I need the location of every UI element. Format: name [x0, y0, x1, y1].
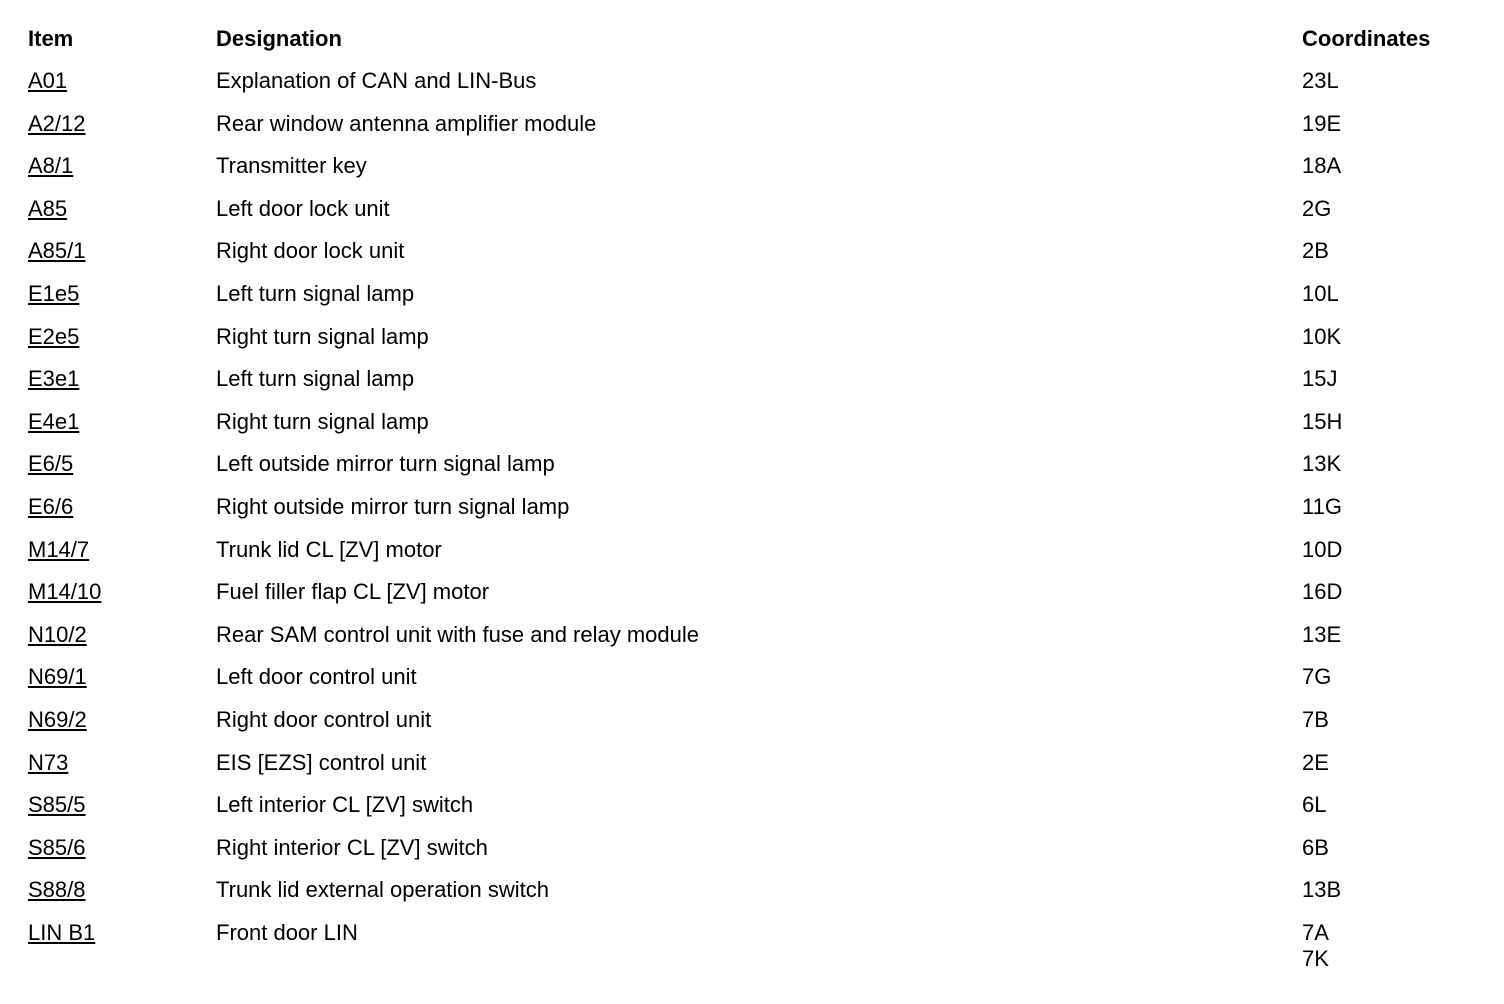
item-link[interactable]: N69/1 [28, 664, 87, 690]
coordinates-cell [1302, 707, 1329, 733]
coordinates-cell [1302, 579, 1342, 605]
table-row [28, 366, 1468, 409]
designation-text: Left outside mirror turn signal lamp [216, 451, 555, 477]
designation-text: Left turn signal lamp [216, 366, 415, 392]
item-link[interactable]: N10/2 [28, 621, 87, 647]
coordinates-cell [1302, 196, 1331, 222]
coordinates-cell [1302, 920, 1329, 972]
designation-text: Left turn signal lamp [216, 280, 415, 306]
item-link[interactable]: A2/12 [28, 110, 86, 136]
table-row [28, 324, 1468, 367]
designation-text: Trunk lid external operation switch [216, 877, 550, 903]
designation-text: Right outside mirror turn signal lamp [216, 493, 570, 519]
coordinate-value: 18A [1302, 153, 1342, 179]
item-link[interactable]: M14/10 [28, 579, 102, 605]
coordinate-value: 15J [1302, 366, 1338, 392]
coordinate-value: 2E [1302, 749, 1329, 775]
coordinates-cell [1302, 537, 1342, 563]
item-link[interactable]: A85/1 [28, 238, 86, 264]
item-link[interactable]: E1e5 [28, 280, 80, 306]
header-coordinates: Coordinates [1302, 26, 1431, 51]
coordinates-cell [1302, 835, 1329, 861]
item-link[interactable]: A85 [28, 195, 68, 221]
item-link[interactable]: E6/5 [28, 451, 74, 477]
item-link[interactable]: S85/5 [28, 792, 86, 818]
designation-text: Explanation of CAN and LIN-Bus [216, 68, 537, 93]
coordinates-cell [1302, 153, 1341, 179]
item-link[interactable]: E4e1 [28, 408, 80, 434]
coordinate-value: 7B [1302, 706, 1329, 732]
coordinates-cell [1302, 409, 1342, 435]
table-row [28, 451, 1468, 494]
coordinates-cell [1302, 664, 1331, 690]
coordinate-value: 2B [1302, 238, 1329, 264]
table-row [28, 153, 1468, 196]
table-row [28, 750, 1468, 793]
table-row [28, 835, 1468, 878]
table-row [28, 238, 1468, 281]
item-link[interactable]: LIN B1 [28, 919, 96, 945]
table-row [28, 111, 1468, 154]
designation-text: Right interior CL [ZV] switch [216, 834, 488, 860]
item-link[interactable]: E2e5 [28, 323, 80, 349]
coordinate-value: 19E [1302, 110, 1342, 136]
coordinate-value: 10K [1302, 323, 1342, 349]
table-row [28, 707, 1468, 750]
coordinate-value: 15H [1302, 408, 1343, 434]
designation-text: Rear SAM control unit with fuse and relay module [216, 621, 700, 647]
designation-text: Left door control unit [216, 664, 417, 690]
coordinates-cell [1302, 238, 1329, 264]
item-link[interactable]: S85/6 [28, 834, 86, 860]
table-row [28, 68, 1468, 111]
coordinates-cell [1302, 68, 1339, 94]
designation-text: Trunk lid CL [ZV] motor [216, 536, 442, 562]
item-link[interactable]: A01 [28, 68, 68, 93]
coordinate-value: 13B [1302, 877, 1342, 903]
item-link[interactable]: N69/2 [28, 706, 87, 732]
coordinate-value: 7G [1302, 664, 1332, 690]
designation-text: Right turn signal lamp [216, 323, 429, 349]
coordinates-cell [1302, 451, 1341, 477]
coordinate-value: 13E [1302, 621, 1342, 647]
coordinates-cell [1302, 324, 1341, 350]
table-row [28, 537, 1468, 580]
coordinates-cell [1302, 877, 1341, 903]
item-link[interactable]: S88/8 [28, 877, 86, 903]
table-body [28, 68, 1468, 971]
designation-text: Left door lock unit [216, 195, 390, 221]
coordinate-value: 7K [1302, 945, 1329, 971]
component-legend-table [28, 26, 1468, 971]
table-row [28, 196, 1468, 239]
designation-text: Front door LIN [216, 919, 358, 945]
designation-text: Transmitter key [216, 153, 367, 179]
item-link[interactable]: N73 [28, 749, 69, 775]
table-row [28, 919, 1468, 971]
item-link[interactable]: E3e1 [28, 366, 80, 392]
table-row [28, 622, 1468, 665]
coordinates-cell [1302, 366, 1337, 392]
table-header [28, 26, 1468, 68]
designation-text: Right door control unit [216, 706, 432, 732]
designation-text: Left interior CL [ZV] switch [216, 792, 474, 818]
table-row [28, 664, 1468, 707]
table-row [28, 877, 1468, 920]
coordinate-value: 6L [1302, 792, 1327, 818]
coordinate-value: 10L [1302, 280, 1339, 306]
table-row [28, 792, 1468, 835]
coordinate-value: 16D [1302, 579, 1343, 605]
designation-text: EIS [EZS] control unit [216, 749, 427, 775]
item-link[interactable]: E6/6 [28, 493, 74, 519]
table-row [28, 281, 1468, 324]
coordinate-value: 6B [1302, 834, 1329, 860]
coordinate-value: 2G [1302, 195, 1332, 221]
coordinates-cell [1302, 750, 1329, 776]
designation-text: Rear window antenna amplifier module [216, 110, 597, 136]
table-row [28, 409, 1468, 452]
header-item: Item [28, 26, 74, 51]
table-row [28, 579, 1468, 622]
coordinates-cell [1302, 792, 1326, 818]
table-row [28, 494, 1468, 537]
designation-text: Fuel filler flap CL [ZV] motor [216, 579, 490, 605]
coordinates-cell [1302, 494, 1342, 520]
coordinates-cell [1302, 281, 1339, 307]
coordinate-value: 10D [1302, 536, 1343, 562]
designation-text: Right turn signal lamp [216, 408, 429, 434]
coordinate-value: 13K [1302, 451, 1342, 477]
designation-text: Right door lock unit [216, 238, 405, 264]
coordinates-cell [1302, 111, 1341, 137]
coordinate-value: 23L [1302, 68, 1339, 93]
header-designation: Designation [216, 26, 342, 51]
item-link[interactable]: A8/1 [28, 153, 74, 179]
item-link[interactable]: M14/7 [28, 536, 90, 562]
coordinates-cell [1302, 622, 1341, 648]
coordinate-value: 11G [1302, 493, 1342, 519]
coordinate-value: 7A [1302, 919, 1329, 945]
